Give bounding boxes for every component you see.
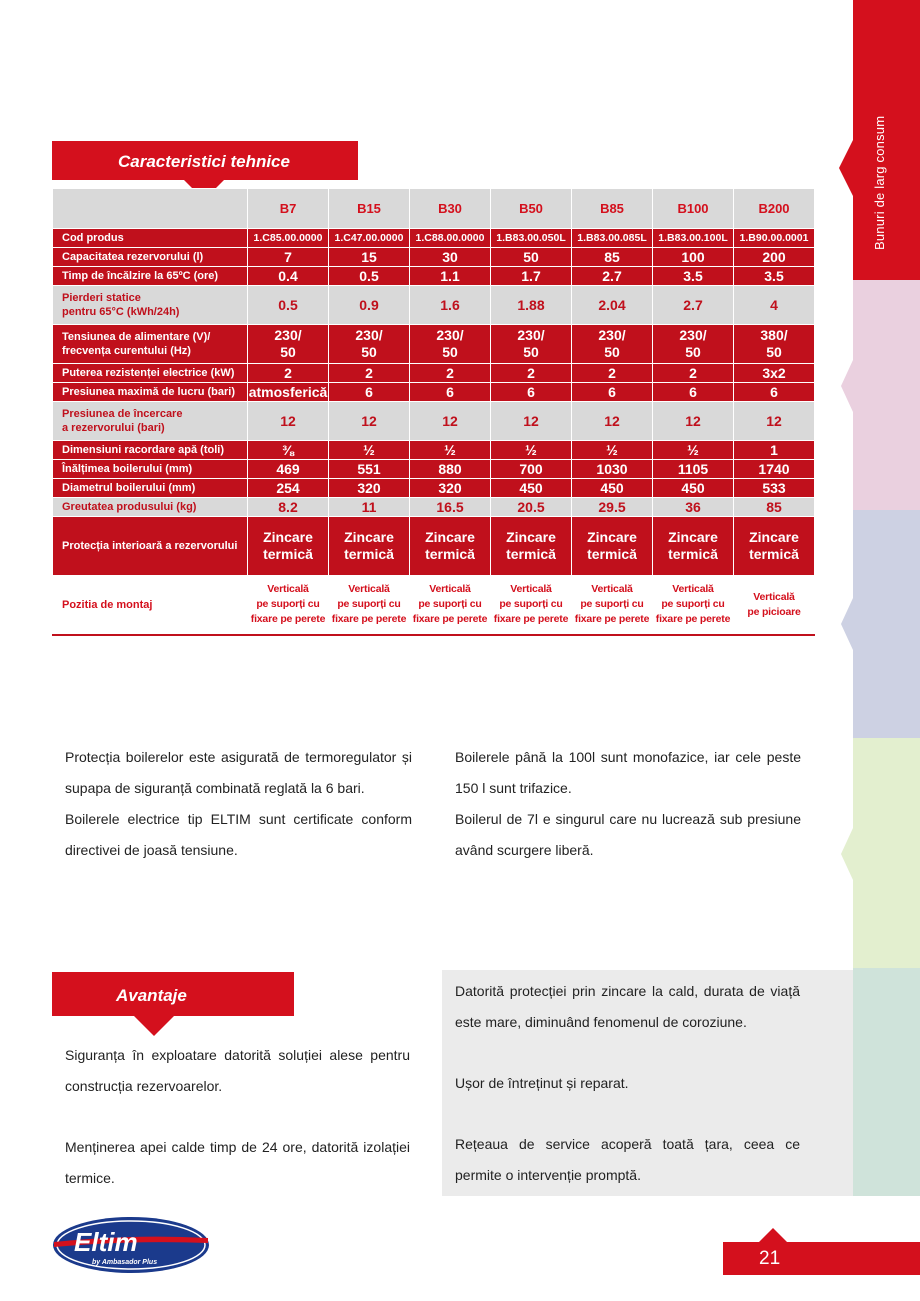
advantages-title: Avantaje: [116, 986, 187, 1005]
cell-line: fixare pe perete: [574, 613, 650, 626]
header-caret: [134, 1016, 174, 1036]
table-cell: [653, 325, 734, 364]
table-cell: 0.9: [329, 286, 410, 325]
table-cell: 8.2: [248, 498, 329, 517]
table-cell: [491, 576, 572, 635]
cell-line: Zincare: [344, 529, 394, 545]
row-label: [53, 286, 248, 325]
logo-tagline: by Ambasador Plus: [92, 1259, 158, 1266]
row-label: Diametrul boilerului (mm): [53, 479, 248, 498]
table-row: [53, 576, 815, 635]
table-cell: 533: [734, 479, 815, 498]
table-cell: 2.04: [572, 286, 653, 325]
table-cell: 6: [491, 383, 572, 402]
cell-line: termică: [587, 546, 637, 562]
logo-wordmark: Eltim: [74, 1227, 138, 1257]
eltim-logo: [52, 1216, 210, 1274]
row-label: Protecția interioară a rezervorului: [53, 517, 248, 576]
table-cell: 700: [491, 460, 572, 479]
cell-line: pe suporți cu: [580, 598, 644, 611]
table-cell: 1.B90.00.0001: [734, 229, 815, 248]
table-cell: [572, 576, 653, 635]
paragraph: Boilerele până la 100l sunt monofazice, iar cele peste 150 l sunt trifazice.: [455, 749, 801, 796]
row-label-line: pentru 65°C (kWh/24h): [62, 306, 180, 318]
cell-line: fixare pe perete: [250, 613, 326, 626]
table-cell: 85: [572, 248, 653, 267]
tab-notch: [841, 598, 853, 650]
page-number-caret: [759, 1228, 787, 1242]
table-cell: ½: [329, 441, 410, 460]
cell-line: 230/: [679, 327, 707, 343]
cell-line: Verticală: [753, 590, 795, 603]
table-cell: 3x2: [734, 364, 815, 383]
table-cell: [734, 325, 815, 364]
table-cell: [653, 517, 734, 576]
sidebar-tab-teal: [853, 968, 920, 1196]
table-row: [53, 402, 815, 441]
cell-line: 50: [766, 344, 782, 360]
table-cell: [410, 517, 491, 576]
cell-line: 50: [685, 344, 701, 360]
table-cell: 2: [491, 364, 572, 383]
table-cell: [410, 325, 491, 364]
info-left-text: [65, 742, 412, 866]
table-cell: 2: [410, 364, 491, 383]
row-label-line: frecvența curentului (Hz): [62, 345, 191, 357]
cell-line: pe picioare: [747, 605, 801, 618]
table-cell: 12: [734, 402, 815, 441]
table-cell: 2.7: [572, 267, 653, 286]
row-label-line: Pierderi statice: [62, 292, 141, 304]
table-cell: 450: [653, 479, 734, 498]
cell-line: Zincare: [749, 529, 799, 545]
table-cell: 880: [410, 460, 491, 479]
table-cell: 1.C47.00.0000: [329, 229, 410, 248]
table-cell: 11: [329, 498, 410, 517]
model-header-b7: B7: [248, 189, 329, 229]
table-row: [53, 460, 815, 479]
table-row: [53, 441, 815, 460]
cell-line: termică: [749, 546, 799, 562]
table-cell: 29.5: [572, 498, 653, 517]
cell-line: Zincare: [587, 529, 637, 545]
table-cell: 0.5: [248, 286, 329, 325]
cell-line: 230/: [517, 327, 545, 343]
table-row: [53, 325, 815, 364]
row-label: Greutatea produsului (kg): [53, 498, 248, 517]
cell-line: termică: [425, 546, 475, 562]
table-cell: 551: [329, 460, 410, 479]
table-cell: 85: [734, 498, 815, 517]
paragraph: Rețeaua de service acoperă toată țara, ceea ce permite o intervenție promptă.: [455, 1136, 800, 1183]
cell-line: Zincare: [425, 529, 475, 545]
table-cell: 30: [410, 248, 491, 267]
table-cell: 15: [329, 248, 410, 267]
specs-section-header: [52, 141, 358, 180]
table-cell: 6: [653, 383, 734, 402]
model-header-b50: B50: [491, 189, 572, 229]
cell-line: 230/: [436, 327, 464, 343]
table-cell: 2.7: [653, 286, 734, 325]
row-label-line: a rezervorului (bari): [62, 422, 165, 434]
table-cell: [491, 517, 572, 576]
row-label: [53, 325, 248, 364]
table-cell: 1: [734, 441, 815, 460]
cell-line: Zincare: [263, 529, 313, 545]
table-row: [53, 267, 815, 286]
table-cell: 1.C85.00.0000: [248, 229, 329, 248]
table-cell: [248, 517, 329, 576]
table-cell: [572, 517, 653, 576]
table-cell: [653, 576, 734, 635]
paragraph: Datorită protecției prin zincare la cald, durata de viață este mare, diminuând fenomenul de coroziune.: [455, 983, 800, 1030]
cell-line: pe suporți cu: [661, 598, 725, 611]
table-cell: 6: [329, 383, 410, 402]
table-cell: 200: [734, 248, 815, 267]
cell-line: Verticală: [672, 583, 714, 596]
table-row: [53, 364, 815, 383]
table-cell: 20.5: [491, 498, 572, 517]
cell-line: pe suporți cu: [418, 598, 482, 611]
row-label: Capacitatea rezervorului (l): [53, 248, 248, 267]
table-cell: 1.B83.00.085L: [572, 229, 653, 248]
table-row: [53, 383, 815, 402]
table-cell: 1.7: [491, 267, 572, 286]
table-cell: [329, 325, 410, 364]
table-cell: 12: [653, 402, 734, 441]
paragraph: Boilerele electrice tip ELTIM sunt certificate conform directivei de joasă tensiune.: [65, 811, 412, 858]
cell-line: fixare pe perete: [493, 613, 569, 626]
table-cell: [410, 576, 491, 635]
table-cell: ½: [653, 441, 734, 460]
table-cell: 12: [572, 402, 653, 441]
table-cell: 1740: [734, 460, 815, 479]
paragraph: Menținerea apei calde timp de 24 ore, datorită izolației termice.: [65, 1139, 410, 1186]
table-cell: [572, 325, 653, 364]
table-cell: [734, 576, 815, 635]
table-cell: 2: [653, 364, 734, 383]
table-cell: 3.5: [653, 267, 734, 286]
table-cell: ½: [491, 441, 572, 460]
row-label: Dimensiuni racordare apă (toli): [53, 441, 248, 460]
row-label: Presiunea maximă de lucru (bari): [53, 383, 248, 402]
table-cell: 0.4: [248, 267, 329, 286]
cell-line: Verticală: [267, 583, 309, 596]
table-row: [53, 517, 815, 576]
model-header-b30: B30: [410, 189, 491, 229]
advantages-right-text: [455, 976, 800, 1191]
cell-line: termică: [506, 546, 556, 562]
cell-line: 50: [280, 344, 296, 360]
table-cell: ½: [410, 441, 491, 460]
table-cell: 320: [410, 479, 491, 498]
table-cell: 320: [329, 479, 410, 498]
cell-line: Zincare: [668, 529, 718, 545]
row-label: [53, 402, 248, 441]
table-cell: [329, 576, 410, 635]
row-label: Timp de încălzire la 65ºC (ore): [53, 267, 248, 286]
table-cell: 12: [491, 402, 572, 441]
cell-line: pe suporți cu: [337, 598, 401, 611]
table-cell: 1.B83.00.050L: [491, 229, 572, 248]
cell-line: Verticală: [429, 583, 471, 596]
specs-title: Caracteristici tehnice: [118, 152, 290, 171]
table-cell: 6: [410, 383, 491, 402]
row-label-line: Presiunea de încercare: [62, 408, 183, 420]
header-corner: [53, 189, 248, 229]
tab-notch: [841, 360, 853, 412]
table-cell: 1030: [572, 460, 653, 479]
cell-line: 50: [361, 344, 377, 360]
model-header-b85: B85: [572, 189, 653, 229]
logo-graphic: [52, 1216, 210, 1274]
table-cell: 36: [653, 498, 734, 517]
table-cell: 450: [491, 479, 572, 498]
table-cell: 4: [734, 286, 815, 325]
cell-line: fixare pe perete: [655, 613, 731, 626]
table-cell: [491, 325, 572, 364]
table-cell: 12: [248, 402, 329, 441]
advantages-section-header: [52, 972, 294, 1016]
table-cell: 0.5: [329, 267, 410, 286]
tab-notch: [839, 140, 853, 196]
table-cell: 1.B83.00.100L: [653, 229, 734, 248]
info-right-text: [455, 742, 801, 866]
cell-line: termică: [344, 546, 394, 562]
table-header-row: [53, 189, 815, 229]
table-cell: 100: [653, 248, 734, 267]
table-cell: 1.88: [491, 286, 572, 325]
advantages-left-text: [65, 1040, 410, 1194]
cell-line: 50: [604, 344, 620, 360]
table-cell: ⅜: [248, 441, 329, 460]
sidebar-section-label: Bunuri de larg consum: [872, 115, 887, 250]
cell-line: 230/: [355, 327, 383, 343]
cell-line: 380/: [760, 327, 788, 343]
cell-line: 50: [523, 344, 539, 360]
table-cell: ½: [572, 441, 653, 460]
row-label: Puterea rezistenței electrice (kW): [53, 364, 248, 383]
table-cell: 2: [329, 364, 410, 383]
table-cell: 16.5: [410, 498, 491, 517]
cell-line: 230/: [274, 327, 302, 343]
cell-line: 50: [442, 344, 458, 360]
spec-table: [52, 188, 815, 636]
cell-line: pe suporți cu: [499, 598, 563, 611]
model-header-b100: B100: [653, 189, 734, 229]
page-number-badge: [723, 1242, 920, 1275]
sidebar-tab-pink: [853, 280, 920, 510]
table-cell: 50: [491, 248, 572, 267]
cell-line: Verticală: [348, 583, 390, 596]
cell-line: pe suporți cu: [256, 598, 320, 611]
sidebar-tab-blue: [853, 510, 920, 738]
table-cell: 1.6: [410, 286, 491, 325]
model-header-b15: B15: [329, 189, 410, 229]
tab-notch: [841, 828, 853, 880]
table-cell: 6: [572, 383, 653, 402]
sidebar-tab-green: [853, 738, 920, 968]
table-cell: 3.5: [734, 267, 815, 286]
row-label-line: Tensiunea de alimentare (V)/: [62, 331, 211, 343]
table-row: [53, 479, 815, 498]
cell-line: termică: [668, 546, 718, 562]
paragraph: Protecția boilerelor este asigurată de termoregulator și supapa de siguranță combinată reglată la 6 bari.: [65, 749, 412, 796]
page-number: 21: [759, 1248, 781, 1269]
table-row: [53, 248, 815, 267]
table-row: [53, 286, 815, 325]
table-cell: 1.1: [410, 267, 491, 286]
row-label: Pozitia de montaj: [53, 576, 248, 635]
cell-line: termică: [263, 546, 313, 562]
table-row: [53, 498, 815, 517]
paragraph: Siguranța în exploatare datorită soluției alese pentru construcția rezervoarelor.: [65, 1047, 410, 1094]
model-header-b200: B200: [734, 189, 815, 229]
paragraph: Ușor de întreținut și reparat.: [455, 1075, 629, 1091]
cell-line: fixare pe perete: [412, 613, 488, 626]
table-cell: 7: [248, 248, 329, 267]
table-cell: 2: [248, 364, 329, 383]
table-cell: 1.C88.00.0000: [410, 229, 491, 248]
table-cell: 12: [329, 402, 410, 441]
table-cell: [734, 517, 815, 576]
table-cell: 2: [572, 364, 653, 383]
table-cell: 450: [572, 479, 653, 498]
table-cell: 254: [248, 479, 329, 498]
table-cell: 469: [248, 460, 329, 479]
table-cell: 12: [410, 402, 491, 441]
cell-line: Verticală: [591, 583, 633, 596]
table-cell: [248, 325, 329, 364]
row-label: Înălțimea boilerului (mm): [53, 460, 248, 479]
cell-line: 230/: [598, 327, 626, 343]
table-cell: [329, 517, 410, 576]
paragraph: Boilerul de 7l e singurul care nu lucrează sub presiune având scurgere liberă.: [455, 811, 801, 858]
table-row: [53, 229, 815, 248]
table-cell: 6: [734, 383, 815, 402]
row-label: Cod produs: [53, 229, 248, 248]
cell-line: Zincare: [506, 529, 556, 545]
table-cell: atmosferică: [248, 383, 328, 400]
table-cell: 1105: [653, 460, 734, 479]
table-cell: [248, 576, 329, 635]
cell-line: Verticală: [510, 583, 552, 596]
cell-line: fixare pe perete: [331, 613, 407, 626]
